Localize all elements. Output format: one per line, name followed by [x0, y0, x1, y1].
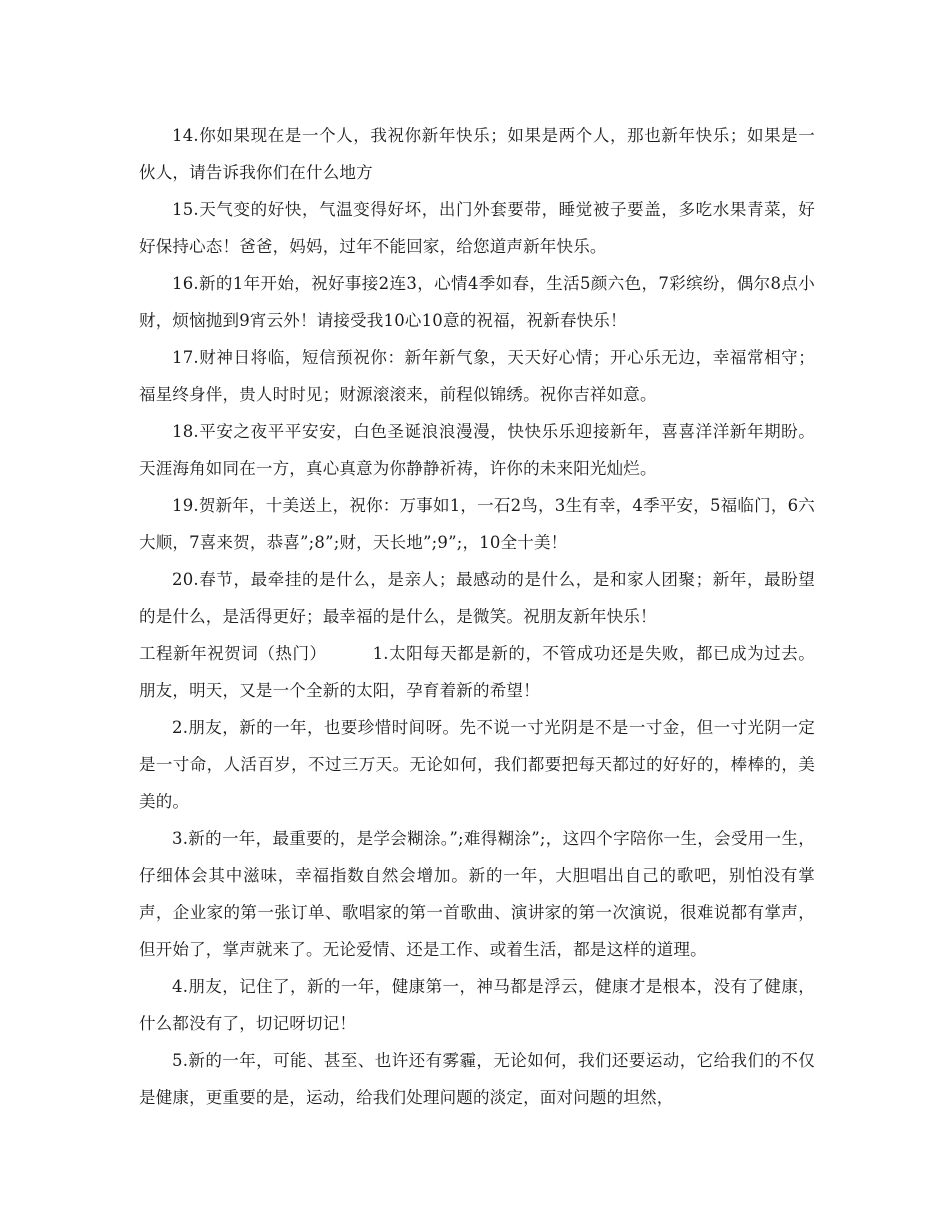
section-item-5: 5.新的一年，可能、甚至、也许还有雾霾，无论如何，我们还要运动，它给我们的不仅是健康，更重要的是，运动，给我们处理问题的淡定，面对问题的坦然，: [139, 1051, 815, 1107]
paragraph-18: 18.平安之夜平平安安，白色圣诞浪浪漫漫，快快乐乐迎接新年，喜喜洋洋新年期盼。天涯海角如同在一方，真心真意为你静静祈祷，许你的未来阳光灿烂。: [139, 422, 815, 478]
section-item-2: 2.朋友，新的一年，也要珍惜时间呀。先不说一寸光阴是不是一寸金，但一寸光阴一定是一寸命，人活百岁，不过三万天。无论如何，我们都要把每天都过的好好的，棒棒的，美美的。: [139, 718, 815, 811]
section-title: 工程新年祝贺词（热门）: [139, 644, 327, 663]
paragraph-19: 19.贺新年，十美送上，祝你：万事如1，一石2鸟，3生有幸，4季平安，5福临门，6六大顺，7喜来贺，恭喜”;8”;财，天长地”;9”;，10全十美！: [139, 496, 815, 552]
paragraph-17: 17.财神日将临，短信预祝你：新年新气象，天天好心情；开心乐无边，幸福常相守；福星终身伴，贵人时时见；财源滚滚来，前程似锦绣。祝你吉祥如意。: [139, 348, 815, 404]
section-item-1: 1.太阳每天都是新的，不管成功还是失败，都已成为过去。朋友，明天，又是一个全新的太阳，孕育着新的希望！: [139, 644, 815, 700]
paragraph-15: 15.天气变的好快，气温变得好坏，出门外套要带，睡觉被子要盖，多吃水果青菜，好好保持心态！爸爸，妈妈，过年不能回家，给您道声新年快乐。: [139, 200, 815, 256]
section-heading-paragraph: [139, 635, 815, 709]
section-item-4: 4.朋友，记住了，新的一年，健康第一，神马都是浮云，健康才是根本，没有了健康，什么都没有了，切记呀切记！: [139, 977, 815, 1033]
paragraph-16: 16.新的1年开始，祝好事接2连3，心情4季如春，生活5颜六色，7彩缤纷，偶尔8点小财，烦恼抛到9宵云外！请接受我10心10意的祝福，祝新春快乐！: [139, 274, 815, 330]
document-body: [139, 117, 815, 1116]
paragraph-14: 14.你如果现在是一个人，我祝你新年快乐；如果是两个人，那也新年快乐；如果是一伙人，请告诉我你们在什么地方: [139, 126, 815, 182]
paragraph-20: 20.春节，最牵挂的是什么，是亲人；最感动的是什么，是和家人团聚；新年，最盼望的是什么，是活得更好；最幸福的是什么，是微笑。祝朋友新年快乐！: [139, 570, 815, 626]
section-item-3: 3.新的一年，最重要的，是学会糊涂。”;难得糊涂”;，这四个字陪你一生，会受用一生，仔细体会其中滋味，幸福指数自然会增加。新的一年，大胆唱出自己的歌吧，别怕没有掌声，企业家的第一张订单、歌唱家的第一首歌曲、演讲家的第一次演说，很难说都有掌声，但开始了，掌声就来了。无论爱情、还是工作、或着生活，都是这样的道理。: [139, 829, 815, 959]
